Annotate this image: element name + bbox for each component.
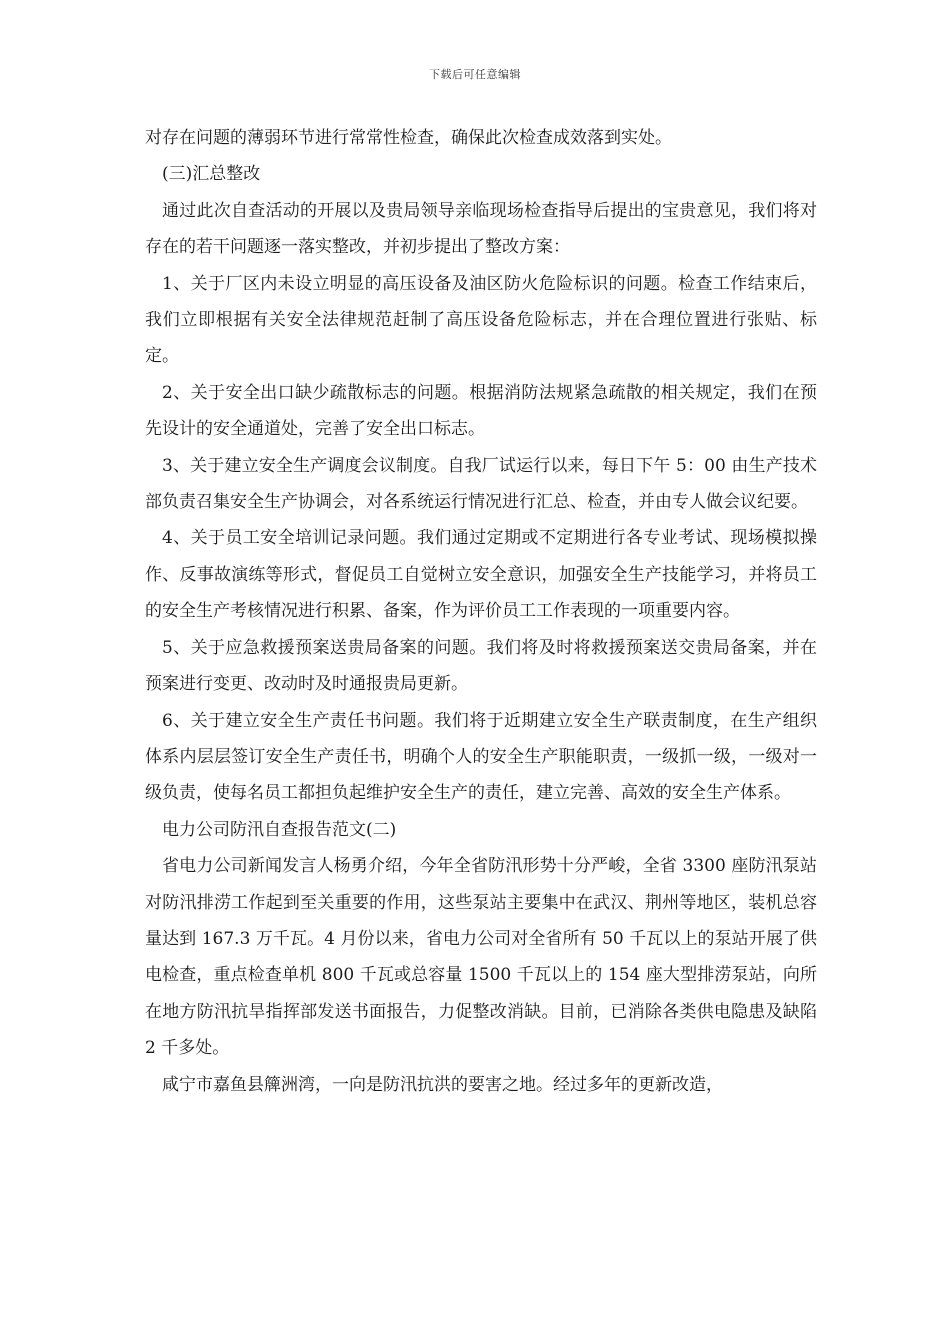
list-item-6: 6、关于建立安全生产责任书问题。我们将于近期建立安全生产联责制度，在生产组织体系内层层签订安全生产责任书，明确个人的安全生产职能职责，一级抓一级，一级对一级负责，使每名员工都担负起维护安全生产的责任，建立完善、高效的安全生产体系。 <box>145 710 817 804</box>
paragraph-xianning-jiayu: 咸宁市嘉鱼县簰洲湾，一向是防汛抗洪的要害之地。经过多年的更新改造， <box>162 1074 723 1095</box>
document-body <box>145 120 817 1103</box>
section-heading-summary-rectification: (三)汇总整改 <box>162 164 261 185</box>
paragraph-continuation: 对存在问题的薄弱环节进行常常性检查，确保此次检查成效落到实处。 <box>145 128 672 148</box>
page-header-note: 下载后可任意编辑 <box>429 68 521 81</box>
list-item-4: 4、关于员工安全培训记录问题。我们通过定期或不定期进行各专业考试、现场模拟操作、反事故演练等形式，督促员工自觉树立安全意识，加强安全生产技能学习，并将员工的安全生产考核情况进行积累、备案，作为评价员工工作表现的一项重要内容。 <box>145 528 817 622</box>
list-item-1: 1、关于厂区内未设立明显的高压设备及油区防火危险标识的问题。检查工作结束后，我们立即根据有关安全法律规范赶制了高压设备危险标志，并在合理位置进行张贴、标定。 <box>145 273 817 367</box>
list-item-3: 3、关于建立安全生产调度会议制度。自我厂试运行以来，每日下午 5：00 由生产技术部负责召集安全生产协调会，对各系统运行情况进行汇总、检查，并由专人做会议纪要。 <box>145 455 817 513</box>
list-item-2: 2、关于安全出口缺少疏散标志的问题。根据消防法规紧急疏散的相关规定，我们在预先设计的安全通道处，完善了安全出口标志。 <box>145 382 817 440</box>
document-subtitle: 电力公司防汛自查报告范文(二) <box>162 819 397 840</box>
paragraph-intro: 通过此次自查活动的开展以及贵局领导亲临现场检查指导后提出的宝贵意见，我们将对存在的若干问题逐一落实整改，并初步提出了整改方案： <box>145 200 817 258</box>
list-item-5: 5、关于应急救援预案送贵局备案的问题。我们将及时将救援预案送交贵局备案，并在预案进行变更、改动时及时通报贵局更新。 <box>145 637 817 695</box>
paragraph-flood-pumping-stations: 省电力公司新闻发言人杨勇介绍，今年全省防汛形势十分严峻，全省 3300 座防汛泵站对防汛排涝工作起到至关重要的作用，这些泵站主要集中在武汉、荆州等地区，装机总容量达到 167.3 万千瓦。4 月份以来，省电力公司对全省所有 50 千瓦以上的泵站开展了供电检查，重点检查单机 800 千瓦或总容量 1500 千瓦以上的 154 座大型排涝泵站，向所在地方防汛抗旱指挥部发送书面报告，力促整改消缺。目前，已消除各类供电隐患及缺陷 2 千多处。 <box>145 856 817 1059</box>
